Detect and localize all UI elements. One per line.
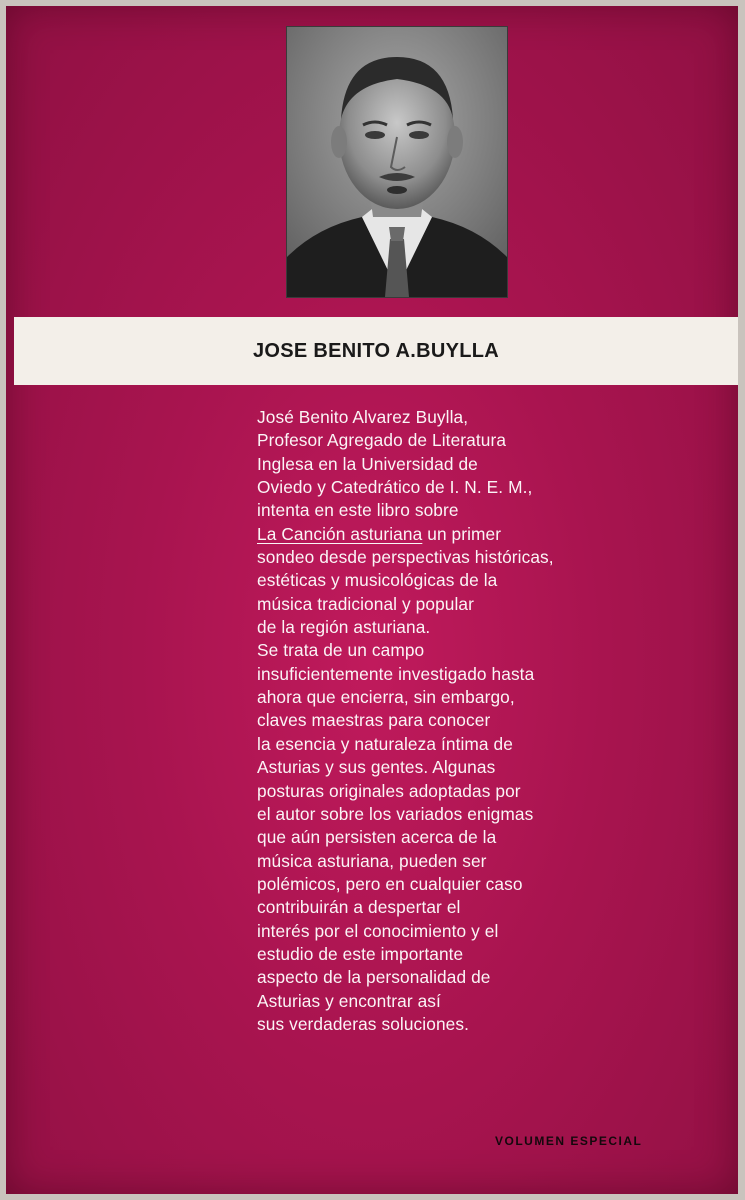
blurb-line: que aún persisten acerca de la [257,827,497,848]
author-photo [286,26,508,298]
blurb-line: intenta en este libro sobre [257,500,459,521]
back-cover-blurb [257,406,637,1036]
blurb-line: Asturias y encontrar así [257,990,441,1011]
blurb-line-rest: un primer [422,523,502,544]
blurb-line: sondeo desde perspectivas históricas, [257,547,554,568]
series-label: VOLUMEN ESPECIAL [495,1134,643,1148]
blurb-line: contribuirán a despertar el [257,897,461,918]
blurb-line: el autor sobre los variados enigmas [257,803,534,824]
blurb-line: Asturias y sus gentes. Algunas [257,757,496,778]
blurb-line: interés por el conocimiento y el [257,920,499,941]
blurb-line: estéticas y musicológicas de la [257,570,498,591]
blurb-line: Oviedo y Catedrático de I. N. E. M., [257,477,533,498]
blurb-line: posturas originales adoptadas por [257,780,521,801]
blurb-line: estudio de este importante [257,943,464,964]
blurb-line: claves maestras para conocer [257,710,491,731]
blurb-line: Se trata de un campo [257,640,425,661]
blurb-line: Inglesa en la Universidad de [257,453,478,474]
blurb-line: la esencia y naturaleza íntima de [257,733,513,754]
author-name: JOSE BENITO A.BUYLLA [252,339,500,362]
blurb-line: insuficientemente investigado hasta [257,663,535,684]
blurb-line: ahora que encierra, sin embargo, [257,687,515,708]
blurb-line: sus verdaderas soluciones. [257,1013,470,1034]
blurb-line: José Benito Alvarez Buylla, [257,407,469,427]
author-name-band [14,317,738,385]
blurb-line: Profesor Agregado de Literatura [257,430,507,451]
book-back-cover [6,6,738,1194]
blurb-line [257,523,637,546]
blurb-line: música asturiana, pueden ser [257,850,487,871]
blurb-line: polémicos, pero en cualquier caso [257,873,523,894]
book-title: La Canción asturiana [257,523,423,544]
blurb-line: aspecto de la personalidad de [257,967,491,988]
blurb-line: música tradicional y popular [257,593,475,614]
blurb-line: de la región asturiana. [257,617,431,638]
